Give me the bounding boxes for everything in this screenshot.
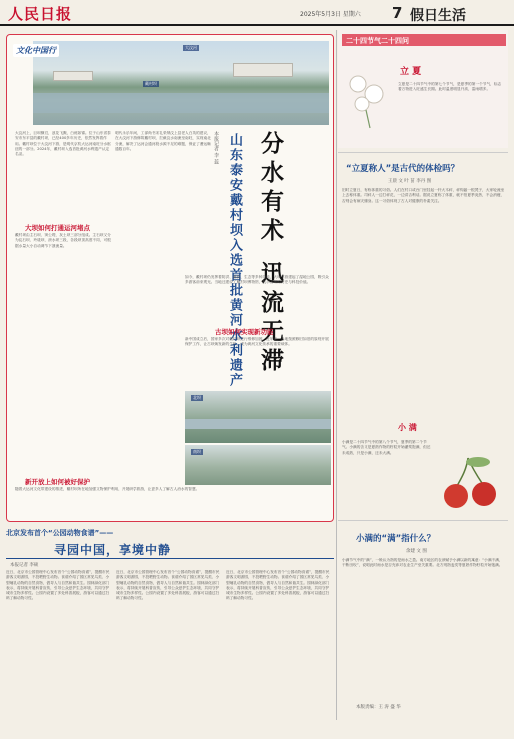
question-text: 小满节气中的“满”，一般认为指的是雨水之盈。南方地区的农谚赋予小满以新的寓意：“小满不满，干断田坎”，说明此时雨水是否充沛对农业生产至关重要。北方则指麦类等夏熟作物籽粒开始饱满。: [342, 558, 503, 568]
photo-tag: 南坝: [193, 449, 201, 454]
subhead: 古坝如何实现新功能: [215, 328, 274, 336]
headline: 寻园中国，享境中静: [54, 543, 172, 557]
question-title: “立夏称人”是古代的体检吗？: [346, 164, 460, 174]
term2-text: 小满是二十四节气中的第八个节气，夏季的第二个节气。小满的含义是夏熟作物的籽粒开始灌浆饱满，但还未成熟，只是小满，还未大满。: [342, 440, 431, 455]
column-name: 文化中国行: [13, 44, 59, 57]
solar-term-text: 立夏是二十四节气中的第七个节气，是夏季的第一个节气，标志着万物进入旺盛生长期。此时温度明显升高，雷雨增多。: [398, 82, 502, 92]
question-text: 旧时立夏日，有称体重的习俗。人们在村口或台门里挂起一杆大木秤，秤钩悬一根凳子，大家轮流坐上去称体重。司秤人一边打秤花，一边讲吉利话。据说立夏称了体重，就不怕夏季炎热，不会消瘦，否则会有病灾缠身。这一习俗体现了古人对健康的朴素关注。: [342, 188, 505, 203]
masthead: [0, 0, 514, 26]
solar-section-bar: 二十四节气二十四问: [342, 34, 506, 46]
subhead: 新开放上如何被好保护: [25, 478, 90, 486]
divider: [338, 520, 508, 521]
solar-term-title: 立 夏: [400, 67, 422, 77]
page-number: 7: [392, 4, 403, 22]
rule: [6, 558, 334, 559]
photo-tag: 大汶河: [185, 45, 197, 50]
flower-icon: [344, 70, 392, 130]
cherry-icon: [438, 452, 504, 512]
divider: [338, 152, 508, 153]
question-title: 小满的“满”指什么？: [356, 534, 436, 544]
article-body: 近日，北京市公园管理中心发布首个“公园动物食谱”，提醒市民游客文明游园，不投喂野生动物。食谱介绍了园区常见鸟类、小型哺乳动物的自然食物，倡导人与自然和谐共生。园林绿化部门表示，将持续开展科普宣传，引导公众爱护生态环境，共同守护城市生物多样性。公园内设置了多处科普展板，游客可以通过扫码了解动物习性。: [116, 570, 220, 601]
subhead: 大坝如何打通运河堵点: [25, 224, 90, 232]
byline: 本报记者 李硕: [10, 563, 39, 568]
issue-date: 2025年5月3日 星期六: [300, 11, 361, 18]
dam-photo: [185, 445, 331, 485]
article-body: 如今，戴村坝仍发挥着防洪、灌溉、生态等多种功能，大坝下游建起了湿地公园，吸引众多游客前来观光。当地还建设了戴村坝博物馆，展示古坝的历史与科技价值。: [185, 275, 329, 285]
question-byline: 余建 文 图: [406, 549, 427, 554]
right-column: [338, 30, 510, 650]
solar-term-box: [338, 30, 508, 148]
photo-tag: 北坝: [193, 395, 201, 400]
bottom-article: [6, 528, 334, 688]
article-body: 明代永乐年间，工部尚书宋礼采纳汶上县老人白英的建议，在大汶河下游修筑戴村坝，拦截汶水南流至南旺，实现南北分流，解决了运河会通河段水源不足的难题，保证了漕运畅通数百年。: [115, 131, 211, 151]
dam-photo: [185, 391, 331, 443]
top-article: [6, 34, 334, 522]
page-title: 假日生活: [410, 8, 466, 24]
headline-main: 分水有术 迅流无滞: [257, 131, 284, 378]
headline-sub: 山东泰安戴村坝入选首批黄河水利遗产: [227, 133, 242, 388]
article-body: 近日，北京市公园管理中心发布首个“公园动物食谱”，提醒市民游客文明游园，不投喂野生动物。食谱介绍了园区常见鸟类、小型哺乳动物的自然食物，倡导人与自然和谐共生。园林绿化部门表示，将持续开展科普宣传，引导公众爱护生态环境，共同守护城市生物多样性。公园内设置了多处科普展板，游客可以通过扫码了解动物习性。: [226, 570, 330, 601]
term2-title: 小 满: [398, 422, 417, 432]
article-body: 戴村坝由主石坝、窦公堤、灰土坝三部分组成。主石坝又分为乱石坝、玲珑坝、滚水坝三段，各段坝顶高度不同，可根据水量大小自动调节下泄流量。: [15, 233, 111, 248]
question-byline: 王晨 文 叶 苗 李丹 图: [388, 179, 432, 184]
newspaper-logo: 人民日报: [8, 5, 73, 23]
article-body: 新中国成立后，国家多次对戴村坝进行维修加固。近年来，当地按照修旧如旧的原则开展保护工作，让古坝焕发新的生机，成为黄河文化传承的重要载体。: [185, 337, 329, 347]
article-body: 随着大运河文化带建设的推进，戴村坝所在地加强文物保护利用，开展研学旅游，让更多人了解古人治水的智慧。: [15, 487, 200, 491]
page-footer: 本版责编：王 涛 盛 华: [356, 705, 401, 710]
byline: 本报记者 李 蕊: [213, 131, 219, 165]
photo-tag: 戴村坝: [145, 81, 157, 86]
kicker: 北京发布首个“公园动物食谱”——: [6, 529, 114, 537]
column-divider: [336, 30, 337, 720]
dam-aerial-photo: [33, 41, 329, 125]
article-body: 大汶河上，巨坝横亘，浪花飞溅，白练如锦。位于山东省泰安市东平县的戴村坝，已经400多年历史，依然发挥着作用。戴村坝位于大汶河下游，是明代京杭大运河南旺分水枢纽的一部分。2024年，戴村坝入选首批黄河水利遗产认定名录。: [15, 131, 111, 157]
article-body: 近日，北京市公园管理中心发布首个“公园动物食谱”，提醒市民游客文明游园，不投喂野生动物。食谱介绍了园区常见鸟类、小型哺乳动物的自然食物，倡导人与自然和谐共生。园林绿化部门表示，将持续开展科普宣传，引导公众爱护生态环境，共同守护城市生物多样性。公园内设置了多处科普展板，游客可以通过扫码了解动物习性。: [6, 570, 110, 601]
